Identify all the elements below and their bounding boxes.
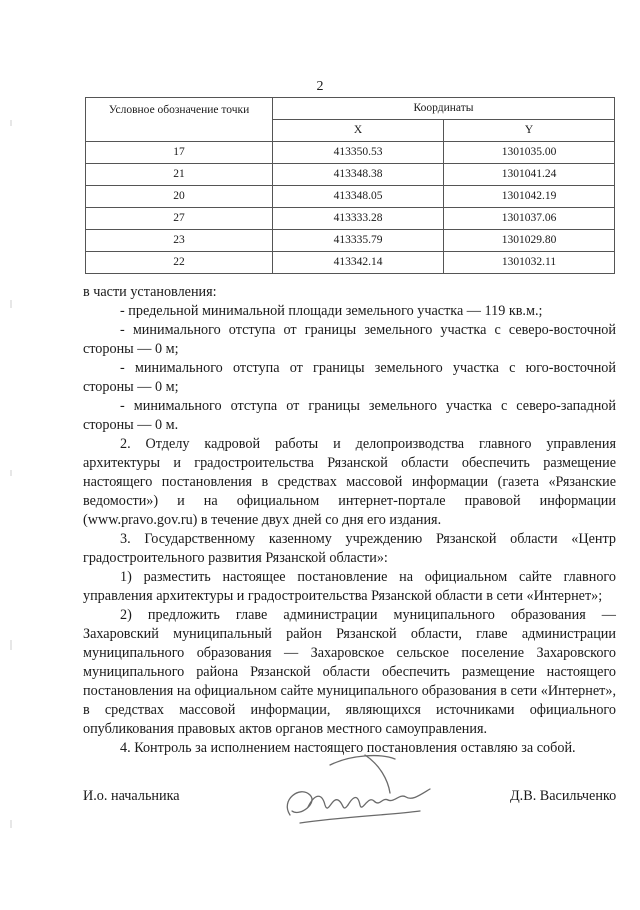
table-row — [86, 142, 615, 164]
paragraph-item-3: 3. Государственному казенному учреждению Рязанской области «Центр градостроительного развития Рязанской области»: — [83, 531, 616, 566]
x-cell: 413348.05 — [273, 186, 444, 208]
y-cell: 1301037.06 — [444, 208, 615, 230]
x-cell: 413335.79 — [273, 230, 444, 252]
point-cell: 23 — [86, 230, 273, 252]
point-cell: 22 — [86, 252, 273, 274]
header-x: X — [273, 120, 444, 142]
scan-edge-marks — [8, 0, 14, 905]
paragraph-item-3-2: 2) предложить главе администрации муниципального образования — Захаровский муниципальный район Рязанской области, главе администрации муниципального образования — Захаровское сельское поселение Захаровского муниципального района Рязанской области обеспечить размещение настоящего постановления на официальном сайте муниципального образования в сети «Интернет», в средствах массовой информации, являющихся источниками официального опубликования правовых актов органов местного самоуправления. — [83, 607, 616, 737]
paragraph-item-2: 2. Отделу кадровой работы и делопроизводства главного управления архитектуры и градостроительства Рязанской области обеспечить размещение настоящего постановления в средствах массовой информации (газета «Рязанские ведомости») и на официальном интернет-портале правовой информации (www.pravo.gov.ru) в течение двух дней со дня его издания. — [83, 436, 616, 528]
paragraph-item-4: 4. Контроль за исполнением настоящего постановления оставляю за собой. — [120, 740, 576, 756]
paragraph-northwest-setback: - минимального отступа от границы земельного участка с северо-западной стороны — 0 м. — [83, 398, 616, 433]
x-cell: 413342.14 — [273, 252, 444, 274]
y-cell: 1301041.24 — [444, 164, 615, 186]
table-row — [86, 186, 615, 208]
handwritten-signature — [270, 745, 440, 840]
header-coordinates: Координаты — [273, 98, 615, 120]
table-row — [86, 208, 615, 230]
table-row — [86, 164, 615, 186]
header-point-label: Условное обозначение точки — [86, 98, 273, 142]
y-cell: 1301042.19 — [444, 186, 615, 208]
paragraph-intro: в части установления: — [83, 284, 217, 300]
paragraph-southeast-setback: - минимального отступа от границы земельного участка с юго-восточной стороны — 0 м; — [83, 360, 616, 395]
x-cell: 413333.28 — [273, 208, 444, 230]
paragraph-min-area: - предельной минимальной площади земельного участка — 119 кв.м.; — [120, 303, 543, 319]
resolution-body — [83, 283, 616, 758]
point-cell: 21 — [86, 164, 273, 186]
x-cell: 413350.53 — [273, 142, 444, 164]
y-cell: 1301035.00 — [444, 142, 615, 164]
table-row — [86, 230, 615, 252]
signatory-title: И.о. начальника — [83, 788, 180, 804]
point-cell: 20 — [86, 186, 273, 208]
y-cell: 1301032.11 — [444, 252, 615, 274]
page-number: 2 — [316, 79, 324, 94]
paragraph-northeast-setback: - минимального отступа от границы земельного участка с северо-восточной стороны — 0 м; — [83, 322, 616, 357]
coordinates-table — [85, 97, 615, 274]
point-cell: 27 — [86, 208, 273, 230]
signatory-name: Д.В. Васильченко — [510, 788, 617, 804]
point-cell: 17 — [86, 142, 273, 164]
paragraph-item-3-1: 1) разместить настоящее постановление на официальном сайте главного управления архитектуры и градостроительства Рязанской области в сети «Интернет»; — [83, 569, 616, 604]
table-row — [86, 252, 615, 274]
y-cell: 1301029.80 — [444, 230, 615, 252]
x-cell: 413348.38 — [273, 164, 444, 186]
header-y: Y — [444, 120, 615, 142]
